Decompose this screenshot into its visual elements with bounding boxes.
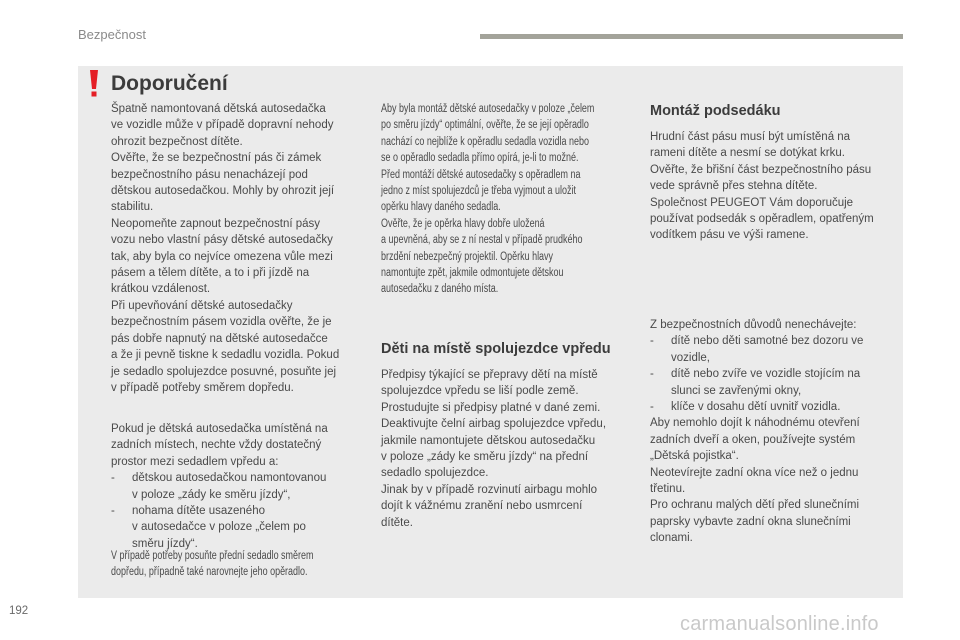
- text-line: dopředu, případně také narovnejte jeho opěradlo.: [111, 566, 308, 579]
- text-line: opěrku hlavy daného sedadla.: [381, 201, 501, 214]
- text-line: „Dětská pojistka“.: [650, 450, 739, 463]
- text-line: prostor mezi sedadlem vpředu a:: [111, 455, 279, 468]
- col2-top: [381, 101, 655, 298]
- bullet-dash: -: [650, 335, 654, 348]
- text-line: Ověřte, že je opěrka hlavy dobře uložená: [381, 217, 545, 230]
- col1-para1: [111, 101, 339, 396]
- bullet-line: dítě nebo děti samotné bez dozoru ve: [671, 335, 864, 348]
- text-line: dětskou autosedačkou. Mohly by ohrozit její: [111, 185, 335, 198]
- text-line: bezpečnostního pásu nenacházejí pod: [111, 168, 308, 181]
- text-line: po směru jízdy“ optimální, ověřte, že se její opěradlo: [381, 119, 589, 132]
- text-line: krátkou vzdálenost.: [111, 283, 211, 296]
- bullet-item: [650, 366, 863, 399]
- text-line: Aby nemohlo dojít k náhodnému otevření: [650, 417, 860, 430]
- text-line: Hrudní část pásu musí být umístěná na: [650, 131, 851, 143]
- bullet-line: směru jízdy“.: [132, 537, 198, 550]
- text-line: dojít k vážnému zranění nebo usmrcení: [381, 500, 583, 513]
- text-line: Neotevírejte zadní okna více než o jednu: [650, 466, 859, 479]
- text-line: bezpečnostním pásem vozidla ověřte, že je: [111, 316, 332, 329]
- text-line: jedno z míst spolujezdců je třeba vyjmout a uložit: [381, 185, 576, 198]
- header-bar: [480, 34, 903, 39]
- text-line: autosedačku z daného místa.: [381, 283, 499, 296]
- exclamation-icon: [87, 70, 101, 98]
- text-line: Při upevňování dětské autosedačky: [111, 299, 293, 312]
- text-line: vede správně přes stehna dítěte.: [650, 180, 818, 193]
- text-line: používat podsedák s opěradlem, opatřeným: [650, 213, 874, 226]
- watermark: carmanualsonline.info: [680, 613, 879, 635]
- text-line: vozu nebo vlastní pásy dětské autosedačky: [111, 234, 333, 247]
- text-line: Aby byla montáž dětské autosedačky v poloze „čelem: [381, 103, 595, 115]
- bullet-line: v autosedačce v poloze „čelem po: [132, 521, 306, 534]
- bullet-line: vozidle,: [671, 351, 710, 364]
- front-passenger-heading: Děti na místě spolujezdce vpředu: [381, 341, 611, 357]
- panel-title: Doporučení: [111, 72, 228, 95]
- text-line: spolujezdce vpředu se liší podle země.: [381, 385, 579, 398]
- text-line: zadních dveří a oken, používejte systém: [650, 433, 856, 446]
- text-line: V případě potřeby posuňte přední sedadlo směrem: [111, 550, 314, 562]
- text-line: a upevněná, aby se z ní nestal v případě prudkého: [381, 234, 583, 247]
- bullet-dash: -: [650, 401, 654, 414]
- bullet-line: v poloze „zády ke směru jízdy“,: [132, 488, 291, 501]
- text-line: Pro ochranu malých dětí před slunečními: [650, 499, 860, 512]
- text-line: nachází co nejblíže k opěradlu sedadla vozidla nebo: [381, 135, 589, 148]
- text-line: zadních místech, nechte vždy dostatečný: [111, 439, 322, 452]
- col3-para2: [650, 317, 863, 547]
- bullet-line: dítě nebo zvíře ve vozidle stojícím na: [671, 368, 861, 381]
- section-label: Bezpečnost: [78, 27, 146, 42]
- bullet-item: [111, 503, 328, 552]
- bullet-item: [111, 470, 328, 503]
- text-line: pásem a tělem dítěte, a to i při jízdě na: [111, 267, 310, 280]
- text-line: tak, aby byla co nejvíce omezena vůle mezi: [111, 250, 333, 263]
- text-line: se o opěradlo sedadla přímo opírá, je-li to možné.: [381, 152, 579, 165]
- col2-body: [381, 367, 606, 531]
- text-line: jakmile namontujete dětskou autosedačku: [381, 434, 596, 447]
- text-line: Pokud je dětská autosedačka umístěná na: [111, 423, 328, 435]
- text-line: třetinu.: [650, 483, 686, 496]
- text-line: je sedadlo spolujezdce posuvné, posuňte jej: [111, 365, 337, 378]
- text-line: Prostudujte si předpisy platné v dané zemi.: [381, 401, 601, 414]
- text-line: Ověřte, že se bezpečnostní pás či zámek: [111, 152, 322, 165]
- text-line: Společnost PEUGEOT Vám doporučuje: [650, 196, 854, 209]
- text-line: rameni dítěte a nesmí se dotýkat krku.: [650, 147, 845, 160]
- text-line: Z bezpečnostních důvodů nenechávejte:: [650, 319, 857, 331]
- text-line: brzdění nebezpečný projektil. Opěrku hlavy: [381, 250, 554, 263]
- bullet-dash: -: [111, 472, 115, 485]
- col1-para2: [111, 421, 328, 552]
- text-line: dítěte.: [381, 516, 413, 529]
- text-line: Předpisy týkající se přepravy dětí na místě: [381, 369, 598, 381]
- text-line: clonami.: [650, 532, 693, 545]
- bullet-line: slunci se zavřenými okny,: [671, 384, 802, 397]
- booster-heading: Montáž podsedáku: [650, 103, 781, 119]
- text-line: Před montáží dětské autosedačky s opěradlem na: [381, 168, 581, 181]
- text-line: Neopomeňte zapnout bezpečnostní pásy: [111, 217, 321, 230]
- text-line: sedadlo spolujezdce.: [381, 467, 489, 480]
- text-line: v poloze „zády ke směru jízdy“ na přední: [381, 451, 589, 464]
- text-line: namontujte zpět, jakmile odmontujete dětskou: [381, 267, 564, 280]
- bullet-line: dětskou autosedačkou namontovanou: [132, 472, 327, 485]
- text-line: Jinak by v případě rozvinutí airbagu mohlo: [381, 483, 598, 496]
- text-line: paprsky vybavte zadní okna slunečními: [650, 515, 851, 528]
- bullet-dash: -: [111, 505, 115, 518]
- bullet-item: [650, 333, 863, 366]
- text-line: Ověřte, že břišní část bezpečnostního pásu: [650, 163, 872, 176]
- col3-para1: [650, 129, 874, 244]
- bullet-line: klíče v dosahu dětí uvnitř vozidla.: [671, 401, 841, 414]
- text-line: ohrozit bezpečnost dítěte.: [111, 135, 243, 148]
- text-line: v případě potřeby směrem dopředu.: [111, 381, 294, 394]
- text-line: Špatně namontovaná dětská autosedačka: [111, 103, 326, 115]
- text-line: Deaktivujte čelní airbag spolujezdce vpředu,: [381, 418, 607, 431]
- col1-note: [111, 548, 371, 581]
- bullet-line: nohama dítěte usazeného: [132, 505, 265, 518]
- bullet-item: [650, 399, 863, 415]
- text-line: pás dobře napnutý na dětské autosedačce: [111, 332, 328, 345]
- text-line: a že ji pevně tiskne k sedadlu vozidla. Pokud: [111, 349, 340, 362]
- text-line: stabilitu.: [111, 201, 154, 214]
- text-line: vodítkem pásu ve výši ramene.: [650, 229, 809, 242]
- bullet-dash: -: [650, 368, 654, 381]
- page-number: 192: [9, 605, 29, 617]
- text-line: ve vozidle může v případě dopravní nehody: [111, 119, 334, 132]
